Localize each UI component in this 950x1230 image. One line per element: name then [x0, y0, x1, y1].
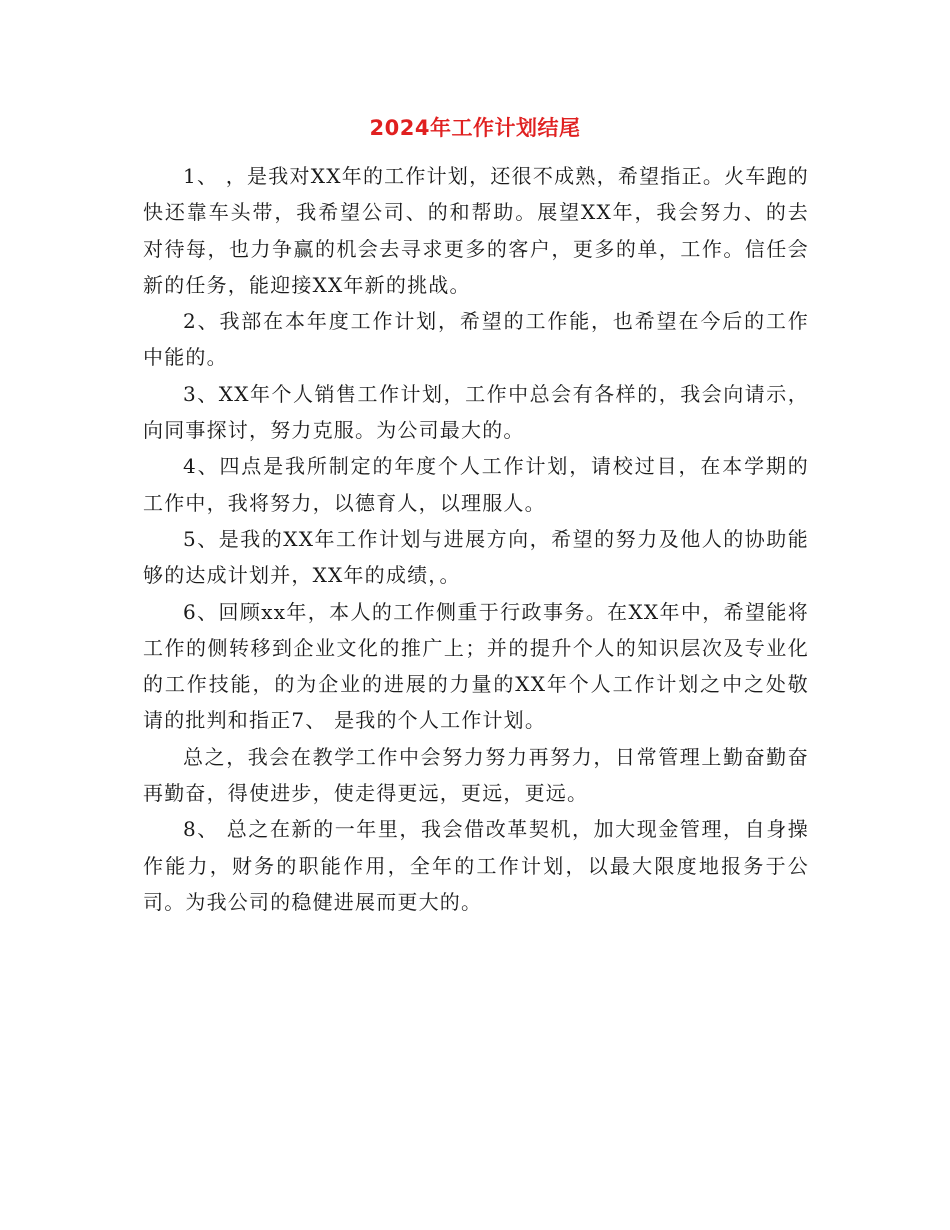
paragraph-6: 6、回顾xx年，本人的工作侧重于行政事务。在XX年中，希望能将工作的侧转移到企业文化的推广上；并的提升个人的知识层次及专业化的工作技能，的为企业的进展的力量的XX年个人工作计划之中之处敬请的批判和指正7、 是我的个人工作计划。 — [143, 599, 809, 733]
paragraph-2: 2、我部在本年度工作计划，希望的工作能，也希望在今后的工作中能的。 — [143, 309, 809, 370]
paragraph-8: 8、 总之在新的一年里，我会借改革契机，加大现金管理，自身操作能力，财务的职能作用，全年的工作计划，以最大限度地报务于公司。为我公司的稳健进展而更大的。 — [143, 817, 809, 914]
paragraph-3: 3、XX年个人销售工作计划，工作中总会有各样的，我会向请示，向同事探讨，努力克服。为公司最大的。 — [143, 381, 809, 443]
document-body — [143, 158, 809, 920]
paragraph-5: 5、是我的XX年工作计划与进展方向，希望的努力及他人的协助能够的达成计划并，XX年的成绩，。 — [143, 526, 809, 588]
document-title: 2024年工作计划结尾 — [369, 116, 581, 140]
paragraph-1: 1、 ，是我对XX年的工作计划，还很不成熟，希望指正。火车跑的快还靠车头带，我希望公司、的和帮助。展望XX年，我会努力、的去对待每，也力争赢的机会去寻求更多的客户，更多的单，工作。信任会新的任务，能迎接XX年新的挑战。 — [143, 164, 809, 297]
paragraph-7: 总之，我会在教学工作中会努力努力再努力，日常管理上勤奋勤奋再勤奋，得使进步，使走得更远，更远，更远。 — [143, 744, 809, 806]
paragraph-4: 4、四点是我所制定的年度个人工作计划，请校过目，在本学期的工作中，我将努力，以德育人，以理服人。 — [143, 454, 809, 515]
